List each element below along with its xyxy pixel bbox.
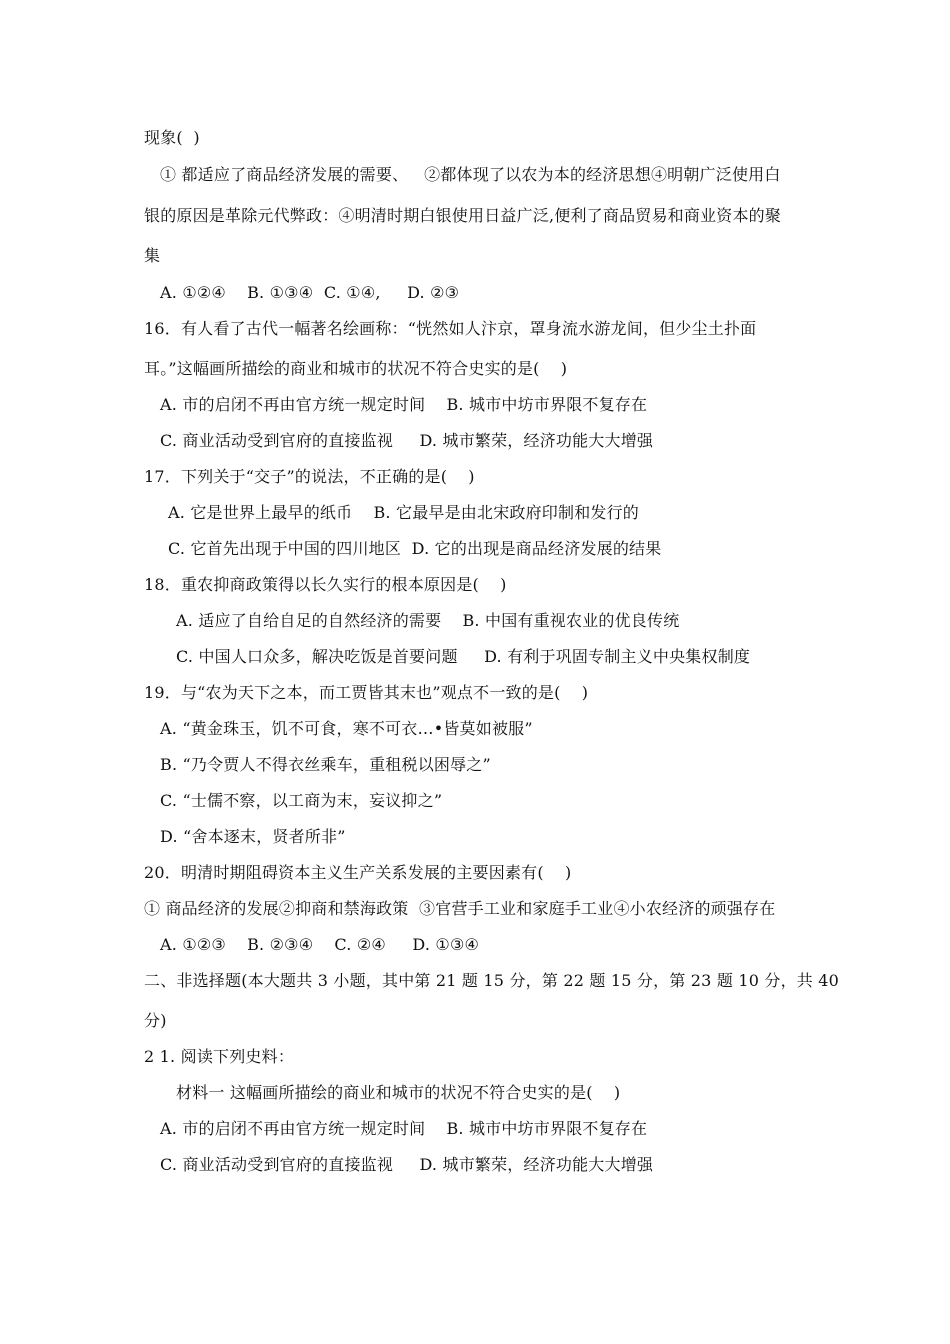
option-line: A. “黄金珠玉，饥不可食，寒不可衣…•皆莫如被服”: [160, 719, 533, 738]
option-line: C. 中国人口众多，解决吃饭是首要问题 D. 有利于巩固专制主义中央集权制度: [176, 647, 751, 666]
option-line: A. 市的启闭不再由官方统一规定时间 B. 城市中坊市界限不复存在: [160, 1119, 648, 1138]
option-line: A. 市的启闭不再由官方统一规定时间 B. 城市中坊市界限不复存在: [160, 395, 648, 414]
option-line: C. “士儒不察，以工商为末，妄议抑之”: [160, 791, 443, 810]
text-line: 现象( ): [144, 128, 200, 147]
option-line: C. 它首先出现于中国的四川地区 D. 它的出现是商品经济发展的结果: [168, 539, 662, 558]
option-line: B. “乃令贾人不得衣丝乘车，重租税以困辱之”: [160, 755, 491, 774]
question-19: 19．与“农为天下之本，而工贾皆其末也”观点不一致的是( ): [144, 683, 589, 702]
text-line: ① 都适应了商品经济发展的需要、 ②都体现了以农为本的经济思想④明朝广泛使用白: [160, 165, 781, 184]
question-21: 2 1. 阅读下列史料：: [144, 1047, 295, 1066]
option-line: A. 适应了自给自足的自然经济的需要 B. 中国有重视农业的优良传统: [176, 611, 680, 630]
option-line: D. “舍本逐末，贤者所非”: [160, 827, 346, 846]
question-20: 20．明清时期阻碍资本主义生产关系发展的主要因素有( ): [144, 863, 572, 882]
option-line: A. ①②③ B. ②③④ C. ②④ D. ①③④: [160, 935, 480, 954]
text-line: ① 商品经济的发展②抑商和禁海政策 ③官营手工业和家庭手工业④小农经济的顽强存在: [144, 899, 776, 918]
option-line: C. 商业活动受到官府的直接监视 D. 城市繁荣，经济功能大大增强: [160, 431, 654, 450]
question-18: 18．重农抑商政策得以长久实行的根本原因是( ): [144, 575, 507, 594]
text-line: 分): [144, 1011, 167, 1030]
text-line: 集: [144, 246, 161, 265]
text-line: 银的原因是革除元代弊政：④明清时期白银使用日益广泛,便利了商品贸易和商业资本的聚: [144, 206, 782, 225]
text-line: 耳。”这幅画所描绘的商业和城市的状况不符合史实的是( ): [144, 359, 568, 378]
section-heading: 二、非选择题(本大题共 3 小题，其中第 21 题 15 分，第 22 题 15 分，第 23 题 10 分，共 40: [144, 971, 840, 990]
option-line: A. ①②④ B. ①③④ C. ①④, D. ②③: [160, 283, 460, 302]
material-line: 材料一 这幅画所描绘的商业和城市的状况不符合史实的是( ): [176, 1083, 621, 1102]
option-line: C. 商业活动受到官府的直接监视 D. 城市繁荣，经济功能大大增强: [160, 1155, 654, 1174]
question-17: 17．下列关于“交子”的说法，不正确的是( ): [144, 467, 475, 486]
option-line: A. 它是世界上最早的纸币 B. 它最早是由北宋政府印制和发行的: [168, 503, 640, 522]
question-16: 16．有人看了古代一幅著名绘画称：“恍然如人汴京，罩身流水游龙间，但少尘土扑面: [144, 319, 757, 338]
